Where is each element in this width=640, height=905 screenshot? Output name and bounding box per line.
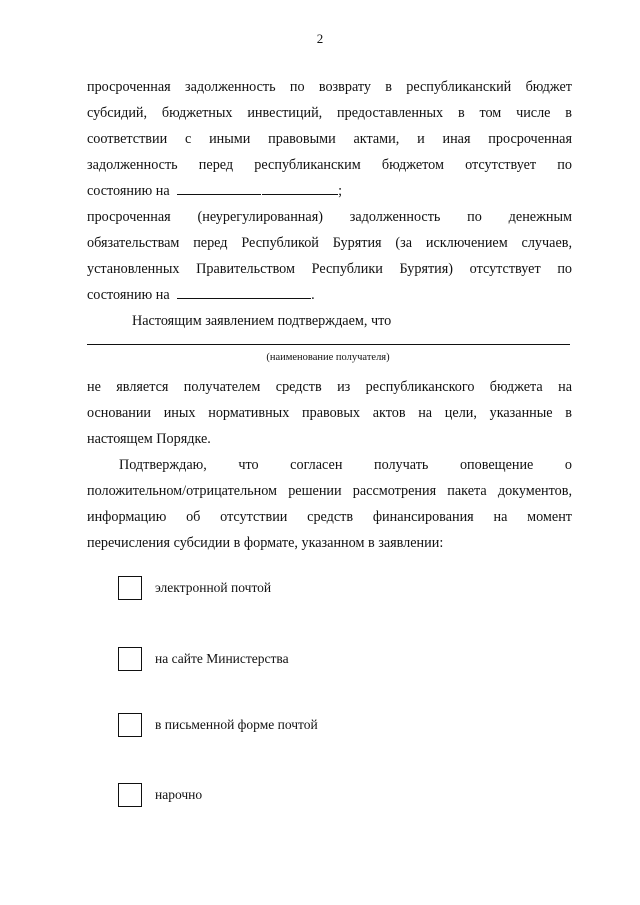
text-line: положительном/отрицательном решении рассмотрения пакета документов, [87, 483, 572, 499]
text-line: просроченная (неурегулированная) задолженность по денежным [87, 209, 572, 225]
date-blank-field-1[interactable] [177, 180, 261, 195]
text-line: Подтверждаю, что согласен получать оповещение о [119, 457, 572, 473]
option-ministry-website[interactable] [118, 645, 289, 673]
text-line: Настоящим заявлением подтверждаем, что [132, 313, 392, 329]
checkbox-ministry-website[interactable] [118, 647, 142, 671]
paragraph-overdue-debt-budget [87, 74, 572, 204]
text-line: перечисления субсидии в формате, указанном в заявлении: [87, 535, 444, 551]
date-blank-field[interactable] [177, 284, 311, 299]
page-number: 2 [316, 31, 324, 46]
date-prefix: состоянию на [87, 287, 170, 303]
option-label: в письменной форме почтой [155, 717, 318, 732]
checkbox-postal-mail[interactable] [118, 713, 142, 737]
paragraph-overdue-debt-republic [87, 204, 572, 308]
text-line: задолженность перед республиканским бюджетом отсутствует по [87, 157, 572, 173]
recipient-name-field[interactable] [87, 344, 570, 345]
option-label: электронной почтой [155, 580, 272, 595]
option-label: нарочно [155, 787, 203, 802]
option-postal-mail[interactable] [118, 711, 318, 739]
text-line: просроченная задолженность по возврату в республиканский бюджет [87, 79, 572, 95]
date-blank-field-2[interactable] [262, 180, 338, 195]
option-email[interactable] [118, 574, 271, 602]
text-line-date [87, 282, 572, 308]
text-line: основании иных нормативных правовых актов на цели, указанные в [87, 405, 572, 421]
date-suffix: . [311, 287, 315, 303]
checkbox-in-person[interactable] [118, 783, 142, 807]
text-line: установленных Правительством Республики Бурятия) отсутствует по [87, 261, 572, 277]
date-suffix: ; [338, 183, 343, 199]
text-line: соответствии с иными правовыми актами, и иная просроченная [87, 131, 572, 147]
option-in-person[interactable] [118, 781, 202, 809]
text-line: субсидий, бюджетных инвестиций, предоставленных в том числе в [87, 105, 572, 121]
text-line: обязательствам перед Республикой Бурятия (за исключением случаев, [87, 235, 572, 251]
statement-intro [87, 308, 572, 334]
text-line: информацию об отсутствии средств финансирования на момент [87, 509, 572, 525]
option-label: на сайте Министерства [155, 651, 289, 666]
checkbox-email[interactable] [118, 576, 142, 600]
recipient-caption: (наименование получателя) [266, 352, 390, 363]
text-line-date [87, 178, 572, 204]
date-prefix: состоянию на [87, 183, 170, 199]
paragraph-notification-consent [87, 452, 572, 556]
text-line: настоящем Порядке. [87, 431, 211, 447]
text-line: не является получателем средств из республиканского бюджета на [87, 379, 572, 395]
paragraph-not-recipient [87, 374, 572, 452]
